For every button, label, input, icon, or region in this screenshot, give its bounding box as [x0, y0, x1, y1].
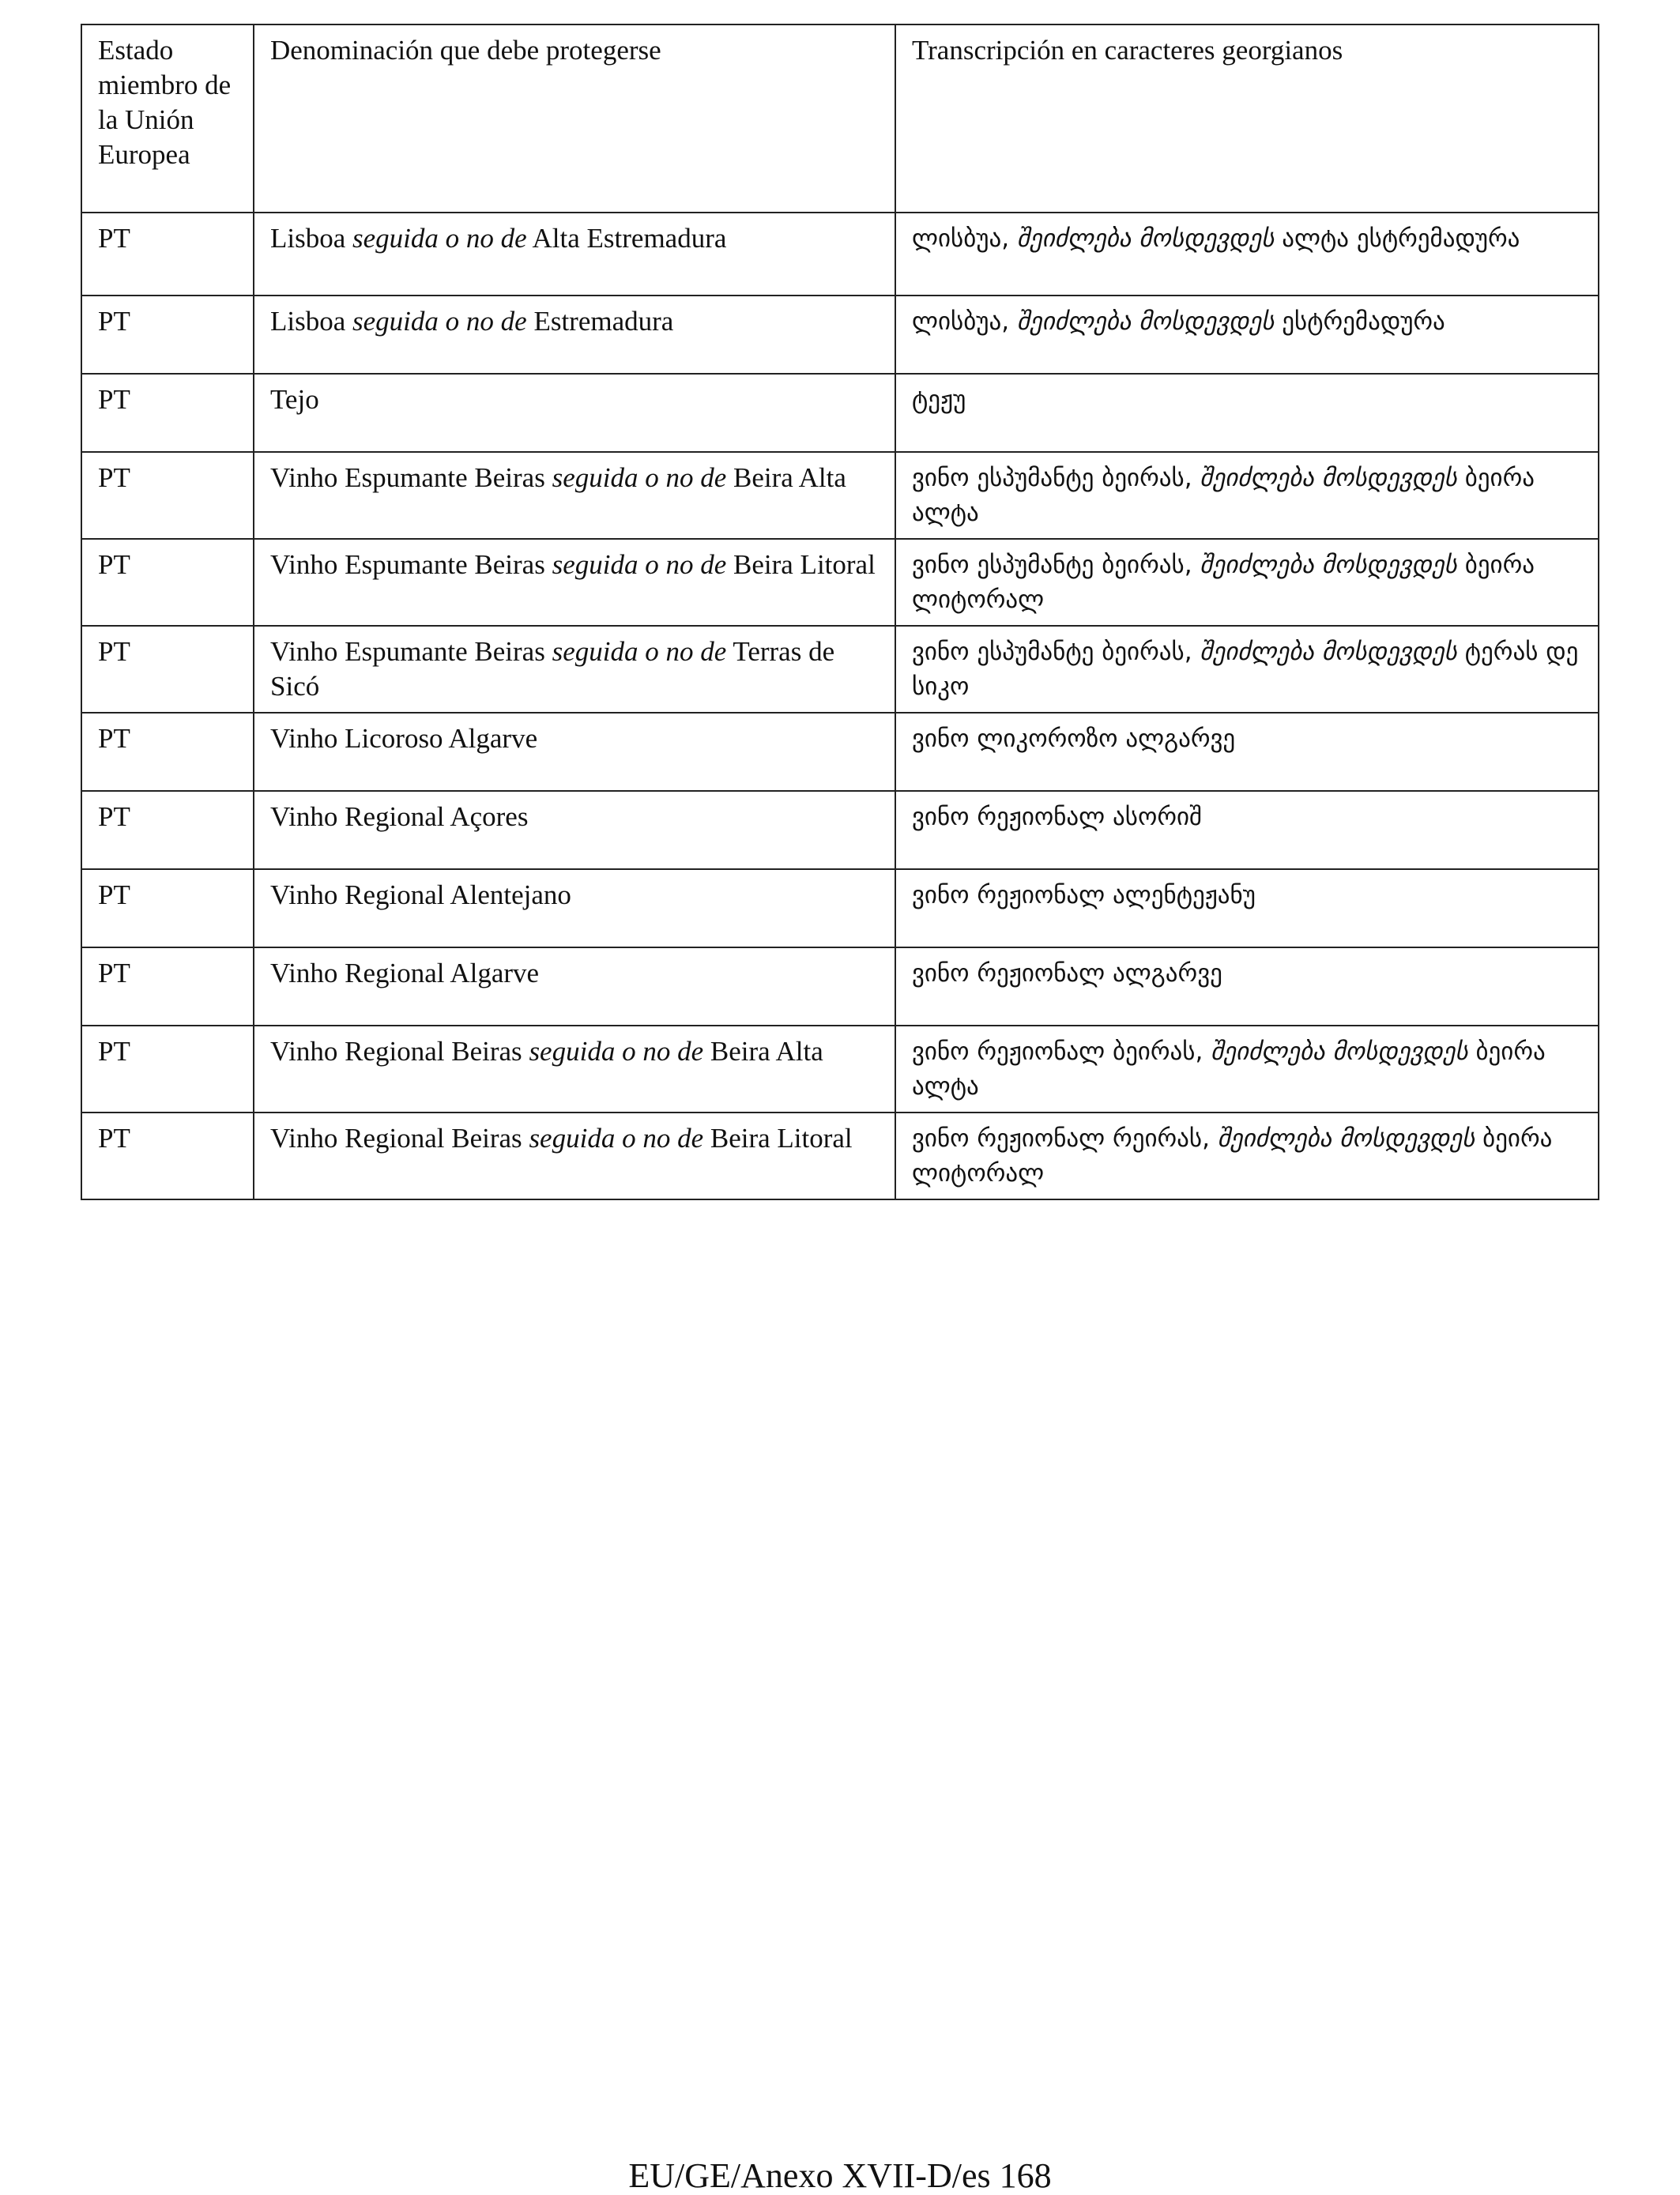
cell-transcription	[895, 213, 1599, 296]
table-row	[81, 626, 1599, 713]
trans-qualifier: შეიძლება მოსდევდეს	[1200, 551, 1457, 579]
name-main: Vinho Regional Açores	[270, 801, 529, 832]
cell-state: PT	[81, 374, 254, 452]
name-qualifier: seguida o no de	[352, 306, 527, 337]
table-row	[81, 1026, 1599, 1113]
name-qualifier: seguida o no de	[529, 1036, 704, 1067]
table-row	[81, 374, 1599, 452]
name-rest: Beira Litoral	[710, 1123, 853, 1154]
name-main: Vinho Regional Beiras	[270, 1036, 522, 1067]
cell-transcription	[895, 626, 1599, 713]
cell-name	[254, 539, 895, 626]
trans-rest: ბეირა ალტა	[912, 1037, 1546, 1101]
cell-state: PT	[81, 869, 254, 947]
table-body	[81, 24, 1599, 1199]
trans-main: ლისბუა,	[912, 224, 1010, 253]
header-member-state: Estado miembro de la Unión Europea	[81, 24, 254, 213]
cell-name	[254, 626, 895, 713]
cell-transcription	[895, 1113, 1599, 1199]
name-qualifier: seguida o no de	[552, 636, 727, 667]
trans-rest: ბეირა ლიტორალ	[912, 1124, 1553, 1188]
name-main: Vinho Licoroso Algarve	[270, 723, 538, 754]
name-rest: Terras de Sicó	[270, 636, 835, 702]
cell-state: PT	[81, 539, 254, 626]
name-main: Vinho Regional Alentejano	[270, 879, 571, 910]
trans-qualifier: შეიძლება მოსდევდეს	[1016, 224, 1275, 253]
name-main: Vinho Espumante Beiras	[270, 636, 545, 667]
trans-qualifier: შეიძლება მოსდევდეს	[1200, 464, 1457, 492]
cell-state: PT	[81, 947, 254, 1026]
cell-name	[254, 791, 895, 869]
cell-transcription	[895, 296, 1599, 374]
cell-name	[254, 452, 895, 539]
table-header-row	[81, 24, 1599, 213]
cell-state: PT	[81, 713, 254, 791]
name-rest: Alta Estremadura	[532, 223, 727, 254]
trans-main: ვინო ესპუმანტე ბეირას,	[912, 464, 1192, 492]
header-name: Denominación que debe protegerse	[254, 24, 895, 213]
name-main: Vinho Espumante Beiras	[270, 462, 545, 493]
name-rest: Beira Alta	[710, 1036, 823, 1067]
trans-main: ვინო ესპუმანტე ბეირას,	[912, 551, 1192, 579]
cell-transcription	[895, 452, 1599, 539]
table-row	[81, 539, 1599, 626]
name-qualifier: seguida o no de	[552, 549, 727, 580]
table-row	[81, 452, 1599, 539]
table-row	[81, 213, 1599, 296]
name-main: Vinho Regional Algarve	[270, 958, 540, 988]
name-main: Tejo	[270, 384, 319, 415]
cell-state: PT	[81, 452, 254, 539]
trans-main: ვინო ლიკოროზო ალგარვე	[912, 725, 1236, 753]
name-main: Lisboa	[270, 223, 346, 254]
trans-main: ვინო რეჟიონალ ალენტეჟანუ	[912, 881, 1256, 909]
trans-main: ვინო რეჟიონალ ბეირას,	[912, 1037, 1203, 1066]
protected-names-table	[81, 24, 1599, 1200]
cell-transcription	[895, 869, 1599, 947]
name-rest: Beira Litoral	[733, 549, 876, 580]
table-row	[81, 791, 1599, 869]
trans-main: ვინო რეჟიონალ ასორიშ	[912, 803, 1203, 831]
trans-main: ვინო რეჟიონალ რეირას,	[912, 1124, 1210, 1153]
trans-rest: ბეირა ლიტორალ	[912, 551, 1535, 614]
trans-main: ტეჟუ	[912, 386, 966, 414]
table-row	[81, 296, 1599, 374]
trans-rest: ტერას დე სიკო	[912, 638, 1579, 701]
cell-transcription	[895, 539, 1599, 626]
table-row	[81, 869, 1599, 947]
trans-main: ლისბუა,	[912, 307, 1010, 336]
cell-transcription	[895, 713, 1599, 791]
cell-name	[254, 947, 895, 1026]
name-rest: Estremadura	[533, 306, 674, 337]
trans-qualifier: შეიძლება მოსდევდეს	[1016, 307, 1275, 336]
trans-rest: ალტა ესტრემადურა	[1274, 224, 1520, 253]
name-main: Lisboa	[270, 306, 346, 337]
trans-qualifier: შეიძლება მოსდევდეს	[1200, 638, 1457, 666]
cell-name	[254, 1026, 895, 1113]
cell-name	[254, 869, 895, 947]
name-main: Vinho Espumante Beiras	[270, 549, 545, 580]
name-main: Vinho Regional Beiras	[270, 1123, 522, 1154]
trans-main: ვინო ესპუმანტე ბეირას,	[912, 638, 1192, 666]
cell-transcription	[895, 947, 1599, 1026]
table-row	[81, 713, 1599, 791]
cell-state: PT	[81, 296, 254, 374]
cell-name	[254, 296, 895, 374]
cell-transcription	[895, 1026, 1599, 1113]
trans-rest: ბეირა ალტა	[912, 464, 1535, 527]
cell-name	[254, 213, 895, 296]
table-row	[81, 947, 1599, 1026]
cell-name	[254, 374, 895, 452]
name-qualifier: seguida o no de	[529, 1123, 704, 1154]
header-transcription: Transcripción en caracteres georgianos	[895, 24, 1599, 213]
cell-name	[254, 1113, 895, 1199]
name-qualifier: seguida o no de	[352, 223, 527, 254]
cell-state: PT	[81, 1026, 254, 1113]
name-qualifier: seguida o no de	[552, 462, 727, 493]
cell-state: PT	[81, 213, 254, 296]
trans-main: ვინო რეჟიონალ ალგარვე	[912, 959, 1222, 988]
name-rest: Beira Alta	[733, 462, 846, 493]
cell-state: PT	[81, 1113, 254, 1199]
table-row	[81, 1113, 1599, 1199]
cell-name	[254, 713, 895, 791]
trans-qualifier: შეიძლება მოსდევდეს	[1217, 1124, 1475, 1153]
cell-transcription	[895, 791, 1599, 869]
page-footer-reference: EU/GE/Anexo XVII-D/es 168	[628, 2156, 1052, 2195]
trans-rest: ესტრემადურა	[1274, 307, 1445, 336]
cell-state: PT	[81, 791, 254, 869]
trans-qualifier: შეიძლება მოსდევდეს	[1211, 1037, 1468, 1066]
cell-transcription	[895, 374, 1599, 452]
cell-state: PT	[81, 626, 254, 713]
